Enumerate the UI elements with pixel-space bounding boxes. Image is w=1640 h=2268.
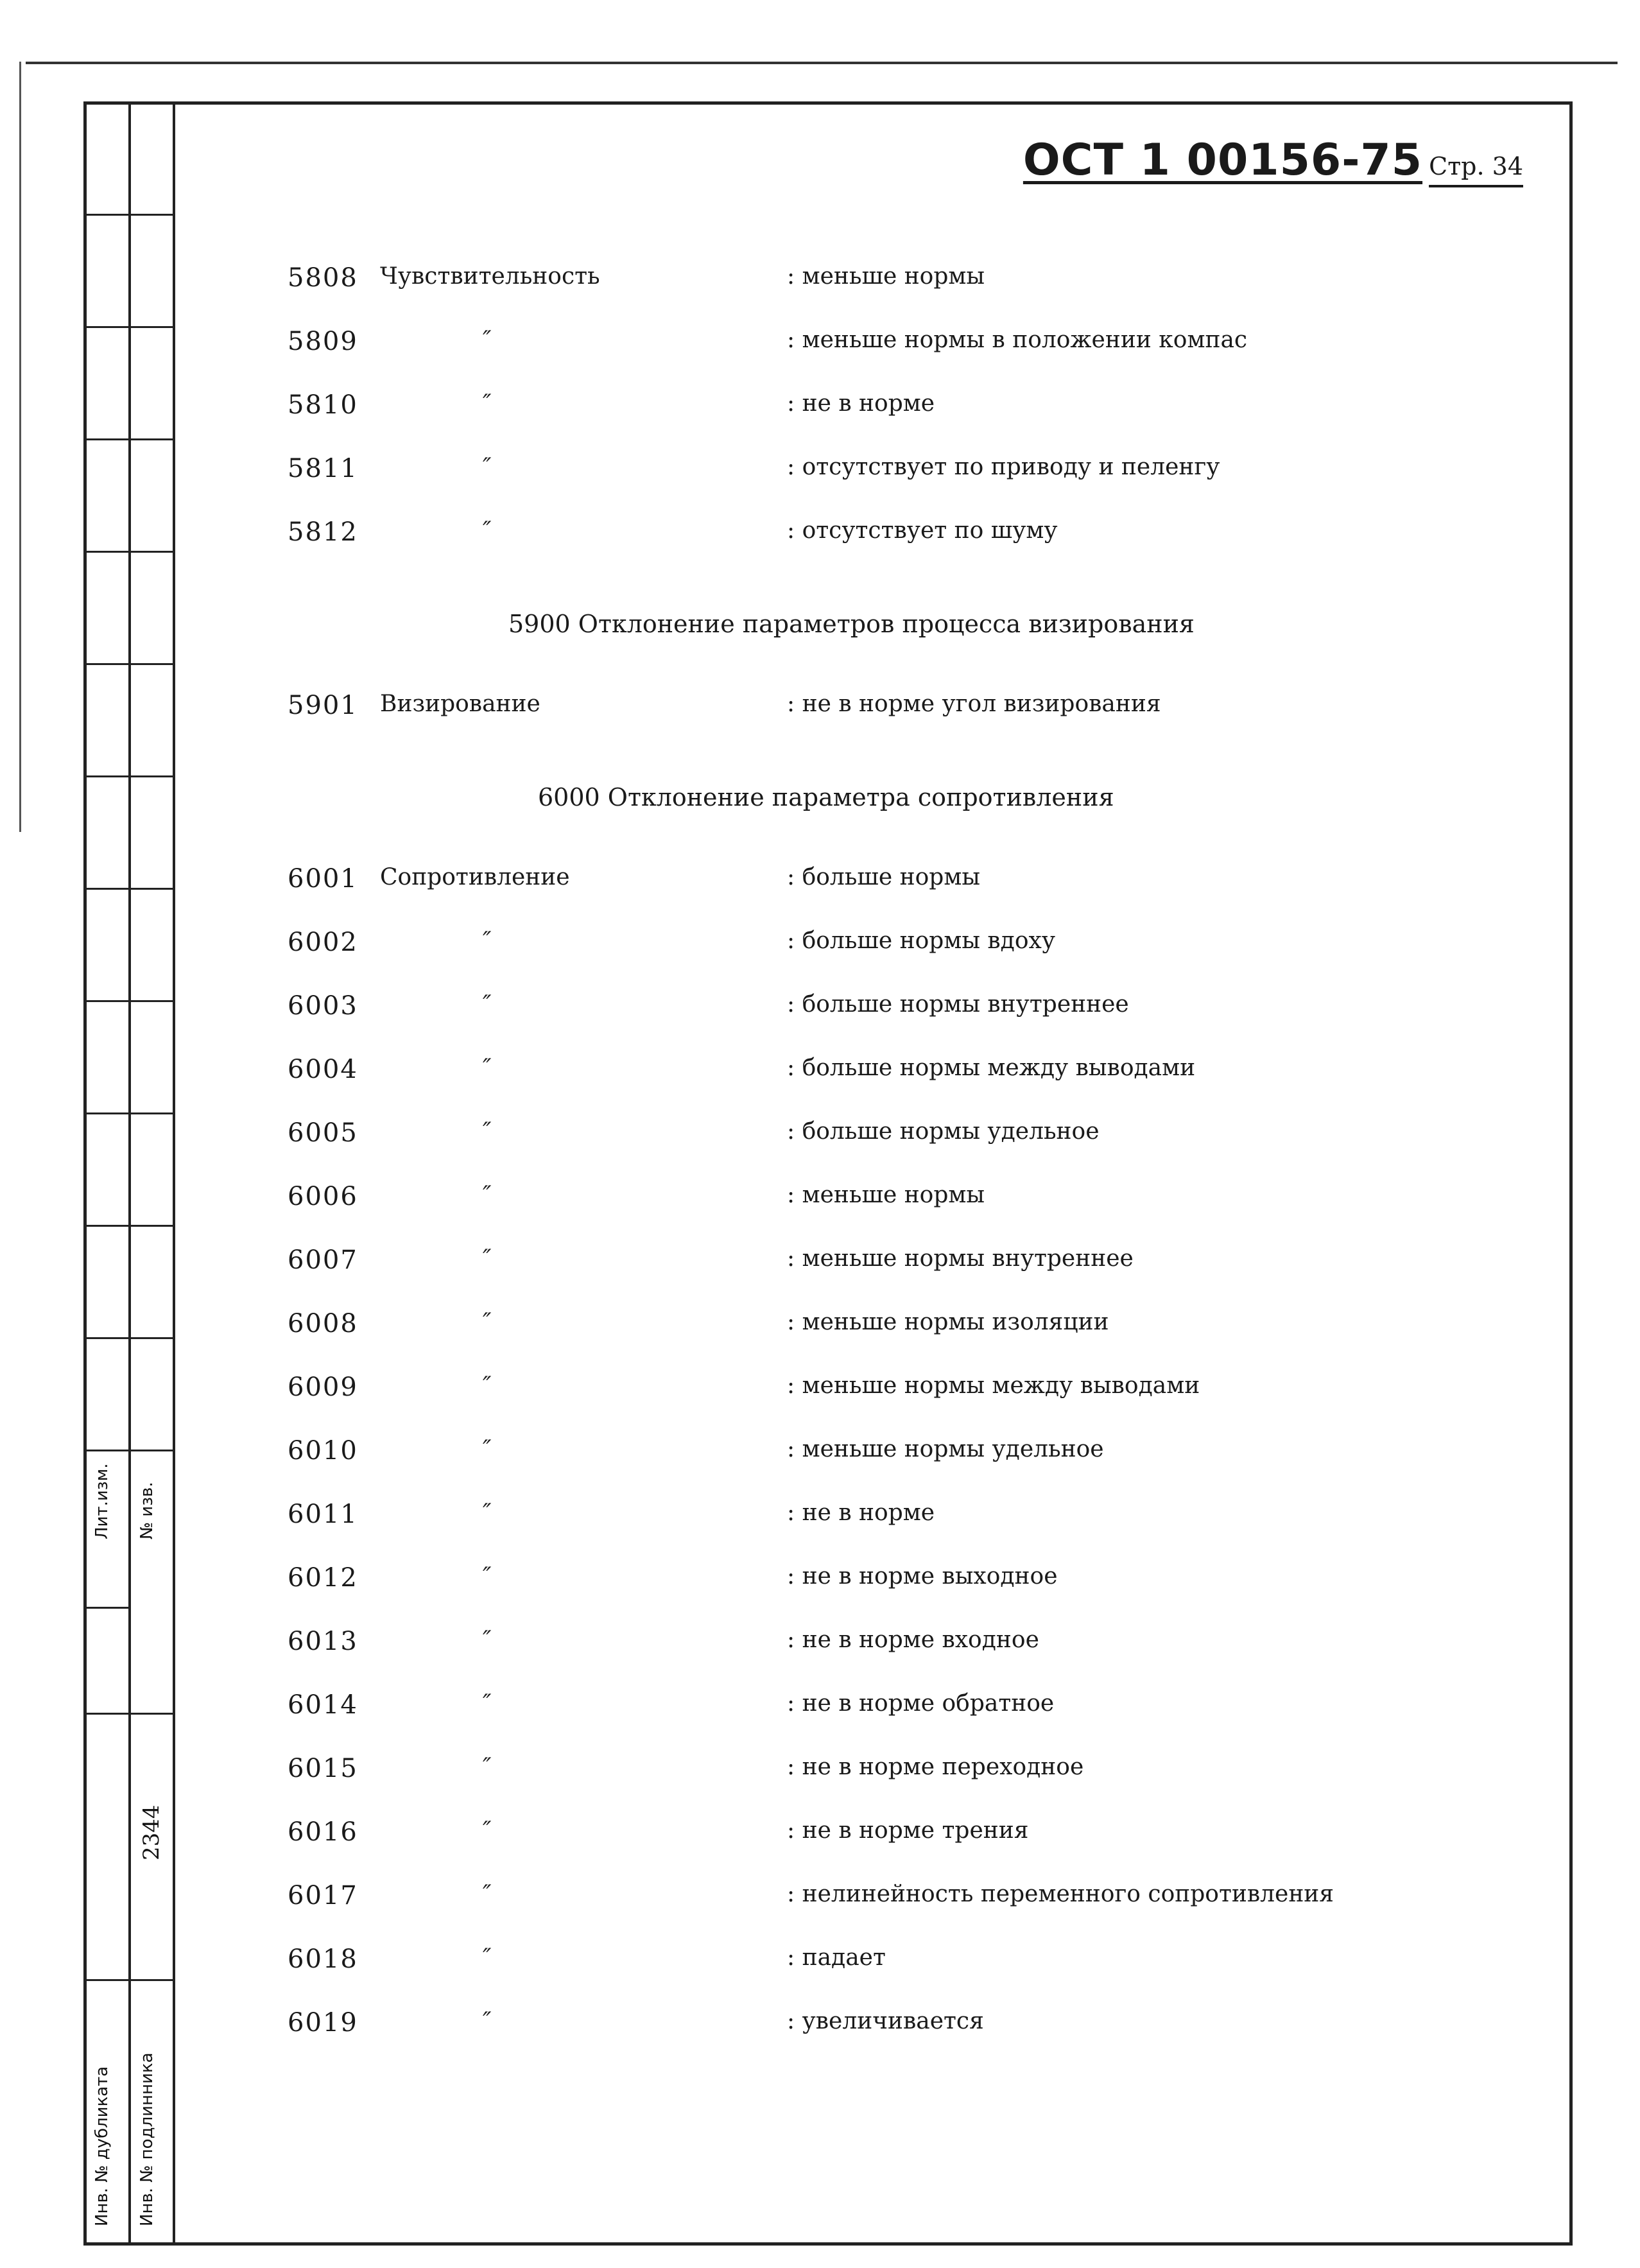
inv-podlinnika-label: Инв. № подлинника: [137, 2052, 157, 2226]
strip-cell-line: [83, 551, 175, 553]
item-description: : меньше нормы внутреннее: [787, 1245, 1134, 1272]
item-code: 6004: [288, 1055, 358, 1084]
strip-cell-line: [83, 1713, 175, 1715]
item-code: 5808: [288, 263, 358, 293]
strip-cell-line: [83, 1337, 175, 1339]
item-code: 6001: [288, 864, 358, 894]
item-description: : больше нормы: [787, 864, 980, 890]
page-number: Стр. 34: [1429, 152, 1523, 180]
item-code: 6010: [288, 1436, 358, 1466]
ditto-mark: ″: [483, 1436, 492, 1462]
top-border-line: [26, 62, 1618, 64]
strip-cell-line: [83, 214, 175, 216]
item-description: : меньше нормы между выводами: [787, 1372, 1200, 1399]
item-code: 6012: [288, 1563, 358, 1593]
item-description: : меньше нормы удельное: [787, 1436, 1104, 1462]
item-description: : нелинейность переменного сопротивления: [787, 1881, 1334, 1907]
item-code: 6003: [288, 991, 358, 1021]
item-description: : не в норме: [787, 1500, 935, 1526]
strip-cell-line: [83, 438, 175, 440]
item-description: : не в норме переходное: [787, 1754, 1084, 1780]
strip-cell-line: [83, 1225, 175, 1227]
ditto-mark: ″: [483, 1182, 492, 1208]
margin-strip: [83, 101, 175, 2246]
item-code: 6005: [288, 1118, 358, 1148]
item-description: : больше нормы удельное: [787, 1118, 1100, 1145]
item-code: 6007: [288, 1245, 358, 1275]
item-description: : отсутствует по приводу и пеленгу: [787, 454, 1220, 480]
ditto-mark: ″: [483, 1817, 492, 1844]
item-code: 6002: [288, 928, 358, 957]
item-description: : увеличивается: [787, 2008, 984, 2034]
ditto-mark: ″: [483, 1881, 492, 1907]
ditto-mark: ″: [483, 517, 492, 544]
item-description: : не в норме трения: [787, 1817, 1029, 1844]
ditto-mark: ″: [483, 1944, 492, 1971]
ditto-mark: ″: [483, 390, 492, 417]
item-description: : меньше нормы: [787, 263, 985, 290]
item-code: 6018: [288, 1944, 358, 1974]
item-code: 6017: [288, 1881, 358, 1910]
strip-cell-line: [83, 326, 175, 328]
item-code: 5812: [288, 517, 358, 547]
item-description: : меньше нормы: [787, 1182, 985, 1208]
ditto-mark: ″: [483, 1309, 492, 1335]
inv-number: 2344: [139, 1805, 164, 1860]
item-code: 5811: [288, 454, 358, 483]
ditto-mark: ″: [483, 1627, 492, 1653]
ditto-mark: ″: [483, 1118, 492, 1145]
item-description: : не в норме выходное: [787, 1563, 1058, 1589]
section-heading: 6000 Отклонение параметра сопротивления: [538, 783, 1114, 811]
document-code: ОСТ 1 00156-75: [1023, 135, 1423, 186]
ditto-mark: ″: [483, 454, 492, 480]
strip-border: [173, 101, 175, 2246]
strip-cell-line: [83, 1607, 128, 1609]
item-code: 6013: [288, 1627, 358, 1656]
ditto-mark: ″: [483, 1372, 492, 1399]
item-code: 6015: [288, 1754, 358, 1783]
page-frame: [83, 101, 1573, 2246]
item-description: : больше нормы вдоху: [787, 928, 1056, 954]
ditto-mark: ″: [483, 991, 492, 1017]
page-header: [1023, 135, 1536, 186]
strip-cell-line: [83, 1979, 175, 1981]
item-code: 5810: [288, 390, 358, 420]
item-code: 6016: [288, 1817, 358, 1847]
section-heading: 5900 Отклонение параметров процесса визирования: [508, 610, 1195, 638]
item-code: 6011: [288, 1500, 358, 1529]
ditto-mark: ″: [483, 1563, 492, 1589]
item-description: : больше нормы между выводами: [787, 1055, 1196, 1081]
item-code: 6008: [288, 1309, 358, 1338]
strip-cell-line: [83, 775, 175, 777]
item-code: 6009: [288, 1372, 358, 1402]
left-edge-line: [19, 62, 21, 832]
item-code: 6019: [288, 2008, 358, 2038]
lit-izm-label: Лит.изм.: [92, 1463, 112, 1539]
ditto-mark: ″: [483, 327, 492, 353]
ditto-mark: ″: [483, 928, 492, 954]
ditto-mark: ″: [483, 1055, 492, 1081]
item-description: : не в норме обратное: [787, 1690, 1055, 1717]
strip-cell-line: [83, 1450, 175, 1451]
item-code: 5901: [288, 691, 358, 720]
item-description: : не в норме: [787, 390, 935, 417]
ditto-mark: ″: [483, 1754, 492, 1780]
strip-cell-line: [83, 1000, 175, 1002]
item-name: Чувствительность: [380, 263, 600, 290]
ditto-mark: ″: [483, 1245, 492, 1272]
ditto-mark: ″: [483, 2008, 492, 2034]
item-code: 6006: [288, 1182, 358, 1211]
inv-dublikata-label: Инв. № дубликата: [92, 2066, 112, 2226]
item-name: Визирование: [380, 691, 540, 717]
strip-divider: [128, 101, 131, 2246]
item-name: Сопротивление: [380, 864, 570, 890]
item-code: 6014: [288, 1690, 358, 1720]
item-description: : отсутствует по шуму: [787, 517, 1058, 544]
item-description: : не в норме входное: [787, 1627, 1039, 1653]
no-izv-label: № изв.: [137, 1482, 157, 1539]
ditto-mark: ″: [483, 1690, 492, 1717]
ditto-mark: ″: [483, 1500, 492, 1526]
item-description: : падает: [787, 1944, 886, 1971]
item-description: : не в норме угол визирования: [787, 691, 1161, 717]
item-code: 5809: [288, 327, 358, 356]
item-description: : меньше нормы в положении компас: [787, 327, 1248, 353]
strip-cell-line: [83, 663, 175, 665]
strip-cell-line: [83, 888, 175, 890]
item-description: : меньше нормы изоляции: [787, 1309, 1109, 1335]
item-description: : больше нормы внутреннее: [787, 991, 1129, 1017]
strip-cell-line: [83, 1112, 175, 1114]
